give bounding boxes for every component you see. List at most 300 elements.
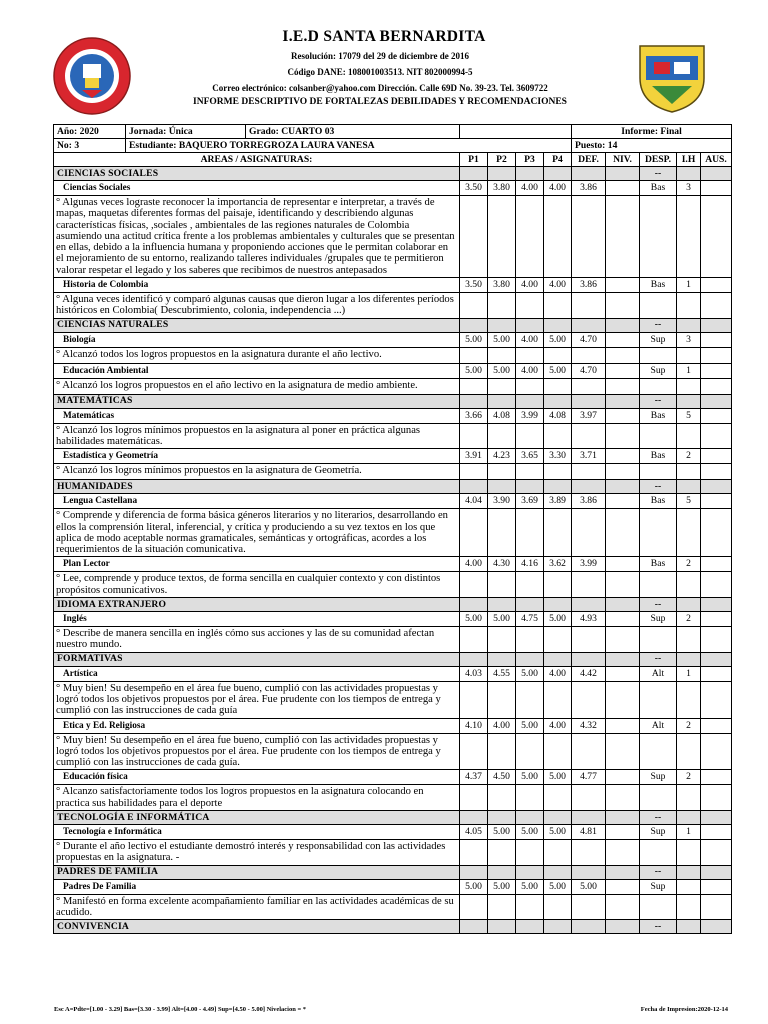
shift-cell: Jornada: Única: [126, 125, 246, 139]
col-desp: DESP.: [640, 153, 677, 167]
area-p4-cell: [544, 167, 572, 181]
area-p1-cell: [460, 318, 488, 332]
description-blank-cell: [488, 378, 516, 394]
subject-name: Tecnología e Informática: [54, 825, 460, 840]
subject-aus-cell: [701, 770, 732, 785]
subject-p2-grade: 4.30: [488, 557, 516, 572]
description-blank-cell: [544, 840, 572, 866]
subject-name: Matemáticas: [54, 408, 460, 423]
subject-row: [54, 278, 732, 293]
area-def-cell: [572, 920, 606, 934]
subject-desp-level: Bas: [640, 494, 677, 509]
subject-p4-grade: 4.00: [544, 278, 572, 293]
area-row: [54, 920, 732, 934]
subject-p3-grade: 5.00: [516, 825, 544, 840]
col-niv: NIV.: [606, 153, 640, 167]
area-p4-cell: [544, 394, 572, 408]
description-blank-cell: [572, 733, 606, 770]
subject-p3-grade: 4.00: [516, 363, 544, 378]
description-blank-cell: [572, 347, 606, 363]
subject-row: [54, 181, 732, 196]
subject-ih-hours: 1: [677, 825, 701, 840]
subject-row: [54, 879, 732, 894]
area-row: [54, 318, 732, 332]
description-blank-cell: [460, 464, 488, 480]
area-p4-cell: [544, 480, 572, 494]
description-blank-cell: [677, 733, 701, 770]
area-niv-cell: [606, 394, 640, 408]
description-blank-cell: [640, 681, 677, 718]
description-blank-cell: [572, 572, 606, 598]
description-blank-cell: [640, 572, 677, 598]
area-niv-cell: [606, 598, 640, 612]
description-blank-cell: [516, 627, 544, 653]
subject-p2-grade: 5.00: [488, 332, 516, 347]
description-blank-cell: [544, 627, 572, 653]
description-blank-cell: [677, 347, 701, 363]
description-row: [54, 627, 732, 653]
subject-row: [54, 666, 732, 681]
area-p3-cell: [516, 480, 544, 494]
description-row: [54, 293, 732, 319]
subject-def-grade: 4.70: [572, 332, 606, 347]
area-ih-cell: [677, 318, 701, 332]
area-row: [54, 652, 732, 666]
area-row: [54, 865, 732, 879]
subject-ih-hours: 1: [677, 666, 701, 681]
subject-p4-grade: 3.30: [544, 449, 572, 464]
subject-name: Estadística y Geometría: [54, 449, 460, 464]
area-desp-cell: --: [640, 865, 677, 879]
subject-aus-cell: [701, 278, 732, 293]
subject-aus-cell: [701, 718, 732, 733]
area-p3-cell: [516, 318, 544, 332]
area-name: FORMATIVAS: [54, 652, 460, 666]
subject-aus-cell: [701, 557, 732, 572]
description-blank-cell: [516, 572, 544, 598]
area-p1-cell: [460, 920, 488, 934]
subject-ih-hours: 2: [677, 557, 701, 572]
description-row: [54, 785, 732, 811]
area-desp-cell: --: [640, 598, 677, 612]
subject-p1-grade: 5.00: [460, 612, 488, 627]
description-blank-cell: [544, 733, 572, 770]
print-date: Fecha de Impresion:2020-12-14: [640, 1006, 728, 1013]
description-blank-cell: [606, 840, 640, 866]
description-blank-cell: [677, 423, 701, 449]
subject-desp-level: Sup: [640, 363, 677, 378]
description-blank-cell: [460, 894, 488, 920]
subject-ih-hours: 2: [677, 449, 701, 464]
subject-desp-level: Sup: [640, 879, 677, 894]
subject-def-grade: 4.81: [572, 825, 606, 840]
contact-line: Correo electrónico: colsanber@yahoo.com Dirección. Calle 69D No. 39-23. Tel. 3609722: [212, 83, 548, 93]
subject-def-grade: 3.97: [572, 408, 606, 423]
subject-p1-grade: 4.37: [460, 770, 488, 785]
area-def-cell: [572, 318, 606, 332]
subject-p4-grade: 4.00: [544, 718, 572, 733]
area-ih-cell: [677, 167, 701, 181]
description-blank-cell: [640, 785, 677, 811]
description-blank-cell: [544, 347, 572, 363]
description-blank-cell: [572, 464, 606, 480]
description-blank-cell: [701, 423, 732, 449]
area-name: TECNOLOGÍA E INFORMÁTICA: [54, 811, 460, 825]
subject-ih-hours: 2: [677, 718, 701, 733]
description-blank-cell: [677, 840, 701, 866]
subject-desp-level: Sup: [640, 332, 677, 347]
subject-p3-grade: 4.16: [516, 557, 544, 572]
area-p3-cell: [516, 394, 544, 408]
area-niv-cell: [606, 865, 640, 879]
description-row: [54, 681, 732, 718]
description-blank-cell: [701, 378, 732, 394]
subject-description: ° Algunas veces lograste reconocer la importancia de representar e interpretar, a través de mapas, maquetas diferentes formas del paisaje, identificando y describiendo algunas características físicas, ,sociales , ambientales de las regiones naturales de Colombia asumiendo una actitud crítica frente a los problemas ambientales y culturales que se presentan en ellas, debido a la influencia humana y proponiendo acciones que le permitan colaborar en el mejoramiento de su entorno, realizando talleres individuales /grupales que te permitieron valorar respetar el legado y los saberes que recibimos de nuestros antepasados: [54, 196, 460, 278]
area-p4-cell: [544, 598, 572, 612]
subject-niv-cell: [606, 666, 640, 681]
area-p3-cell: [516, 920, 544, 934]
description-blank-cell: [516, 378, 544, 394]
dane-nit-line: Código DANE: 108001003513. NIT 802000994-5: [287, 67, 473, 77]
description-blank-cell: [701, 840, 732, 866]
subject-row: [54, 825, 732, 840]
area-p2-cell: [488, 480, 516, 494]
subject-p4-grade: 4.08: [544, 408, 572, 423]
area-p1-cell: [460, 598, 488, 612]
area-def-cell: [572, 811, 606, 825]
area-name: PADRES DE FAMILIA: [54, 865, 460, 879]
area-p1-cell: [460, 811, 488, 825]
subject-p1-grade: 3.50: [460, 181, 488, 196]
description-blank-cell: [701, 347, 732, 363]
description-blank-cell: [516, 840, 544, 866]
subject-desp-level: Alt: [640, 666, 677, 681]
description-blank-cell: [640, 378, 677, 394]
description-blank-cell: [572, 785, 606, 811]
subject-niv-cell: [606, 408, 640, 423]
description-blank-cell: [460, 378, 488, 394]
subject-name: Plan Lector: [54, 557, 460, 572]
area-aus-cell: [701, 394, 732, 408]
subject-def-grade: 3.86: [572, 494, 606, 509]
area-p1-cell: [460, 394, 488, 408]
subject-p1-grade: 4.05: [460, 825, 488, 840]
description-blank-cell: [488, 840, 516, 866]
subject-p2-grade: 4.00: [488, 718, 516, 733]
description-blank-cell: [606, 293, 640, 319]
subject-def-grade: 3.86: [572, 181, 606, 196]
area-p4-cell: [544, 652, 572, 666]
description-blank-cell: [516, 293, 544, 319]
area-ih-cell: [677, 920, 701, 934]
description-blank-cell: [606, 378, 640, 394]
subject-desp-level: Bas: [640, 408, 677, 423]
description-row: [54, 572, 732, 598]
subject-row: [54, 612, 732, 627]
description-blank-cell: [701, 196, 732, 278]
subject-aus-cell: [701, 666, 732, 681]
grades-table: [53, 124, 732, 934]
description-blank-cell: [488, 423, 516, 449]
description-blank-cell: [606, 196, 640, 278]
description-blank-cell: [606, 509, 640, 557]
subject-niv-cell: [606, 879, 640, 894]
subject-description: ° Alcanzó los logros mínimos propuestos en la asignatura de Geometría.: [54, 464, 460, 480]
subject-ih-hours: 2: [677, 770, 701, 785]
subject-description: ° Alcanzo satisfactoriamente todos los logros propuestos en la asignatura colocando en practica sus habilidades para el deporte: [54, 785, 460, 811]
description-blank-cell: [488, 509, 516, 557]
description-blank-cell: [606, 785, 640, 811]
description-blank-cell: [701, 733, 732, 770]
description-blank-cell: [606, 894, 640, 920]
area-row: [54, 598, 732, 612]
subject-name: Ciencias Sociales: [54, 181, 460, 196]
subject-niv-cell: [606, 278, 640, 293]
subject-p4-grade: 4.00: [544, 666, 572, 681]
subject-desp-level: Bas: [640, 449, 677, 464]
subject-name: Educación Ambiental: [54, 363, 460, 378]
subject-p3-grade: 5.00: [516, 770, 544, 785]
subject-name: Biología: [54, 332, 460, 347]
description-blank-cell: [488, 196, 516, 278]
year-cell: Año: 2020: [54, 125, 126, 139]
area-p2-cell: [488, 811, 516, 825]
description-blank-cell: [516, 894, 544, 920]
description-blank-cell: [516, 509, 544, 557]
description-row: [54, 894, 732, 920]
area-ih-cell: [677, 394, 701, 408]
area-desp-cell: --: [640, 394, 677, 408]
subject-niv-cell: [606, 770, 640, 785]
subject-aus-cell: [701, 494, 732, 509]
description-blank-cell: [640, 894, 677, 920]
subject-p3-grade: 4.00: [516, 181, 544, 196]
subject-def-grade: 3.99: [572, 557, 606, 572]
subject-p3-grade: 4.00: [516, 332, 544, 347]
subject-p1-grade: 4.04: [460, 494, 488, 509]
description-blank-cell: [640, 627, 677, 653]
subject-desp-level: Sup: [640, 612, 677, 627]
description-blank-cell: [544, 572, 572, 598]
description-blank-cell: [606, 733, 640, 770]
description-blank-cell: [460, 627, 488, 653]
subject-description: ° Alcanzó los logros propuestos en el año lectivo en la asignatura de medio ambiente.: [54, 378, 460, 394]
subject-def-grade: 3.86: [572, 278, 606, 293]
subject-ih-hours: 5: [677, 494, 701, 509]
area-aus-cell: [701, 865, 732, 879]
col-areas: AREAS / ASIGNATURAS:: [54, 153, 460, 167]
subject-niv-cell: [606, 718, 640, 733]
description-blank-cell: [488, 293, 516, 319]
area-p3-cell: [516, 652, 544, 666]
column-header-row: [54, 153, 732, 167]
subject-row: [54, 557, 732, 572]
subject-p2-grade: 3.80: [488, 181, 516, 196]
area-aus-cell: [701, 480, 732, 494]
description-blank-cell: [488, 681, 516, 718]
subject-p2-grade: 4.55: [488, 666, 516, 681]
subject-def-grade: 4.70: [572, 363, 606, 378]
description-blank-cell: [516, 464, 544, 480]
area-aus-cell: [701, 811, 732, 825]
subject-ih-hours: 1: [677, 278, 701, 293]
subject-p1-grade: 4.03: [460, 666, 488, 681]
description-blank-cell: [488, 785, 516, 811]
subject-aus-cell: [701, 825, 732, 840]
description-blank-cell: [544, 196, 572, 278]
description-blank-cell: [640, 293, 677, 319]
description-blank-cell: [572, 840, 606, 866]
subject-p1-grade: 4.10: [460, 718, 488, 733]
subject-row: [54, 770, 732, 785]
area-ih-cell: [677, 652, 701, 666]
description-blank-cell: [488, 627, 516, 653]
subject-def-grade: 4.32: [572, 718, 606, 733]
area-p2-cell: [488, 920, 516, 934]
description-row: [54, 347, 732, 363]
grade-cell: Grado: CUARTO 03: [246, 125, 460, 139]
subject-description: ° Comprende y diferencia de forma básica géneros literarios y no literarios, desarrollando en ellos la comprensión literal, inferencial, y crítica y produciendo a su vez textos en los que aplica de modo aceptable normas gramaticales, semánticas y ortográficas, acordes a los requerimientos de la situación comunicativa.: [54, 509, 460, 557]
area-name: CONVIVENCIA: [54, 920, 460, 934]
area-p3-cell: [516, 598, 544, 612]
area-row: [54, 167, 732, 181]
description-blank-cell: [488, 572, 516, 598]
description-row: [54, 509, 732, 557]
subject-p3-grade: 4.00: [516, 278, 544, 293]
subject-row: [54, 332, 732, 347]
description-blank-cell: [701, 572, 732, 598]
student-cell: Estudiante: BAQUERO TORREGROZA LAURA VANESA: [126, 139, 572, 153]
subject-p3-grade: 3.65: [516, 449, 544, 464]
description-blank-cell: [460, 733, 488, 770]
description-blank-cell: [701, 293, 732, 319]
subject-niv-cell: [606, 557, 640, 572]
description-blank-cell: [544, 509, 572, 557]
subject-ih-hours: 1: [677, 363, 701, 378]
description-row: [54, 464, 732, 480]
subject-p2-grade: 3.90: [488, 494, 516, 509]
subject-niv-cell: [606, 363, 640, 378]
description-row: [54, 196, 732, 278]
description-blank-cell: [572, 293, 606, 319]
subject-aus-cell: [701, 332, 732, 347]
subject-p3-grade: 3.99: [516, 408, 544, 423]
description-blank-cell: [488, 347, 516, 363]
area-aus-cell: [701, 318, 732, 332]
description-blank-cell: [640, 347, 677, 363]
area-p2-cell: [488, 167, 516, 181]
area-p3-cell: [516, 167, 544, 181]
subject-name: Etica y Ed. Religiosa: [54, 718, 460, 733]
description-blank-cell: [572, 378, 606, 394]
subject-name: Lengua Castellana: [54, 494, 460, 509]
number-cell: No: 3: [54, 139, 126, 153]
description-blank-cell: [544, 423, 572, 449]
area-p1-cell: [460, 865, 488, 879]
description-blank-cell: [640, 840, 677, 866]
subject-desp-level: Bas: [640, 278, 677, 293]
area-p1-cell: [460, 167, 488, 181]
description-blank-cell: [572, 196, 606, 278]
subject-desp-level: Alt: [640, 718, 677, 733]
subject-p2-grade: 5.00: [488, 612, 516, 627]
description-blank-cell: [516, 196, 544, 278]
subject-description: ° Alcanzó todos los logros propuestos en la asignatura durante el año lectivo.: [54, 347, 460, 363]
area-p2-cell: [488, 318, 516, 332]
description-blank-cell: [544, 894, 572, 920]
school-name: I.E.D SANTA BERNARDITA: [282, 28, 486, 45]
description-row: [54, 840, 732, 866]
subject-p4-grade: 5.00: [544, 612, 572, 627]
description-blank-cell: [701, 627, 732, 653]
area-desp-cell: --: [640, 920, 677, 934]
subject-row: [54, 449, 732, 464]
description-blank-cell: [606, 572, 640, 598]
area-p2-cell: [488, 865, 516, 879]
subject-ih-hours: [677, 879, 701, 894]
description-row: [54, 378, 732, 394]
subject-description: ° Muy bien! Su desempeño en el área fue bueno, cumplió con las actividades propuestas y logró todos los objetivos propuestos por el área. Fue prudente con los tiempos de entrega y cumplió con las instrucciones de cada guía: [54, 681, 460, 718]
area-name: CIENCIAS NATURALES: [54, 318, 460, 332]
area-ih-cell: [677, 865, 701, 879]
area-p2-cell: [488, 394, 516, 408]
subject-p2-grade: 5.00: [488, 363, 516, 378]
area-p1-cell: [460, 652, 488, 666]
area-desp-cell: --: [640, 480, 677, 494]
col-p3: P3: [516, 153, 544, 167]
description-blank-cell: [572, 509, 606, 557]
col-ih: I.H: [677, 153, 701, 167]
area-aus-cell: [701, 167, 732, 181]
subject-description: ° Lee, comprende y produce textos, de forma sencilla en cualquier contexto y con distintos propósitos comunicativos.: [54, 572, 460, 598]
description-blank-cell: [701, 894, 732, 920]
subject-desp-level: Sup: [640, 825, 677, 840]
subject-description: ° Muy bien! Su desempeño en el área fue bueno, cumplió con las actividades propuestas y logró todos los objetivos propuestos por el área. Fue prudente con los tiempos de entrega y cumplió con las instrucciones de cada guía.: [54, 733, 460, 770]
area-ih-cell: [677, 598, 701, 612]
subject-desp-level: Bas: [640, 557, 677, 572]
area-p3-cell: [516, 865, 544, 879]
subject-p1-grade: 3.66: [460, 408, 488, 423]
description-blank-cell: [606, 464, 640, 480]
subject-def-grade: 4.42: [572, 666, 606, 681]
description-blank-cell: [677, 196, 701, 278]
grading-scale: Esc A=Pdte=[1.00 - 3.29] Bas=[3.30 - 3.99] Alt=[4.00 - 4.49] Sup=[4.50 - 5.00] Nivelacion = *: [54, 1006, 307, 1013]
subject-niv-cell: [606, 825, 640, 840]
subject-aus-cell: [701, 181, 732, 196]
subject-p2-grade: 3.80: [488, 278, 516, 293]
area-niv-cell: [606, 920, 640, 934]
subject-p3-grade: 5.00: [516, 879, 544, 894]
col-p1: P1: [460, 153, 488, 167]
subject-p1-grade: 4.00: [460, 557, 488, 572]
subject-row: [54, 408, 732, 423]
description-blank-cell: [460, 785, 488, 811]
col-aus: AUS.: [701, 153, 732, 167]
subject-niv-cell: [606, 332, 640, 347]
description-blank-cell: [488, 894, 516, 920]
description-blank-cell: [606, 627, 640, 653]
subject-aus-cell: [701, 612, 732, 627]
subject-p4-grade: 5.00: [544, 770, 572, 785]
subject-p4-grade: 3.89: [544, 494, 572, 509]
subject-ih-hours: 5: [677, 408, 701, 423]
description-blank-cell: [572, 894, 606, 920]
area-desp-cell: --: [640, 318, 677, 332]
subject-p2-grade: 4.23: [488, 449, 516, 464]
description-blank-cell: [677, 509, 701, 557]
position-cell: Puesto: 14: [572, 139, 732, 153]
description-blank-cell: [640, 196, 677, 278]
